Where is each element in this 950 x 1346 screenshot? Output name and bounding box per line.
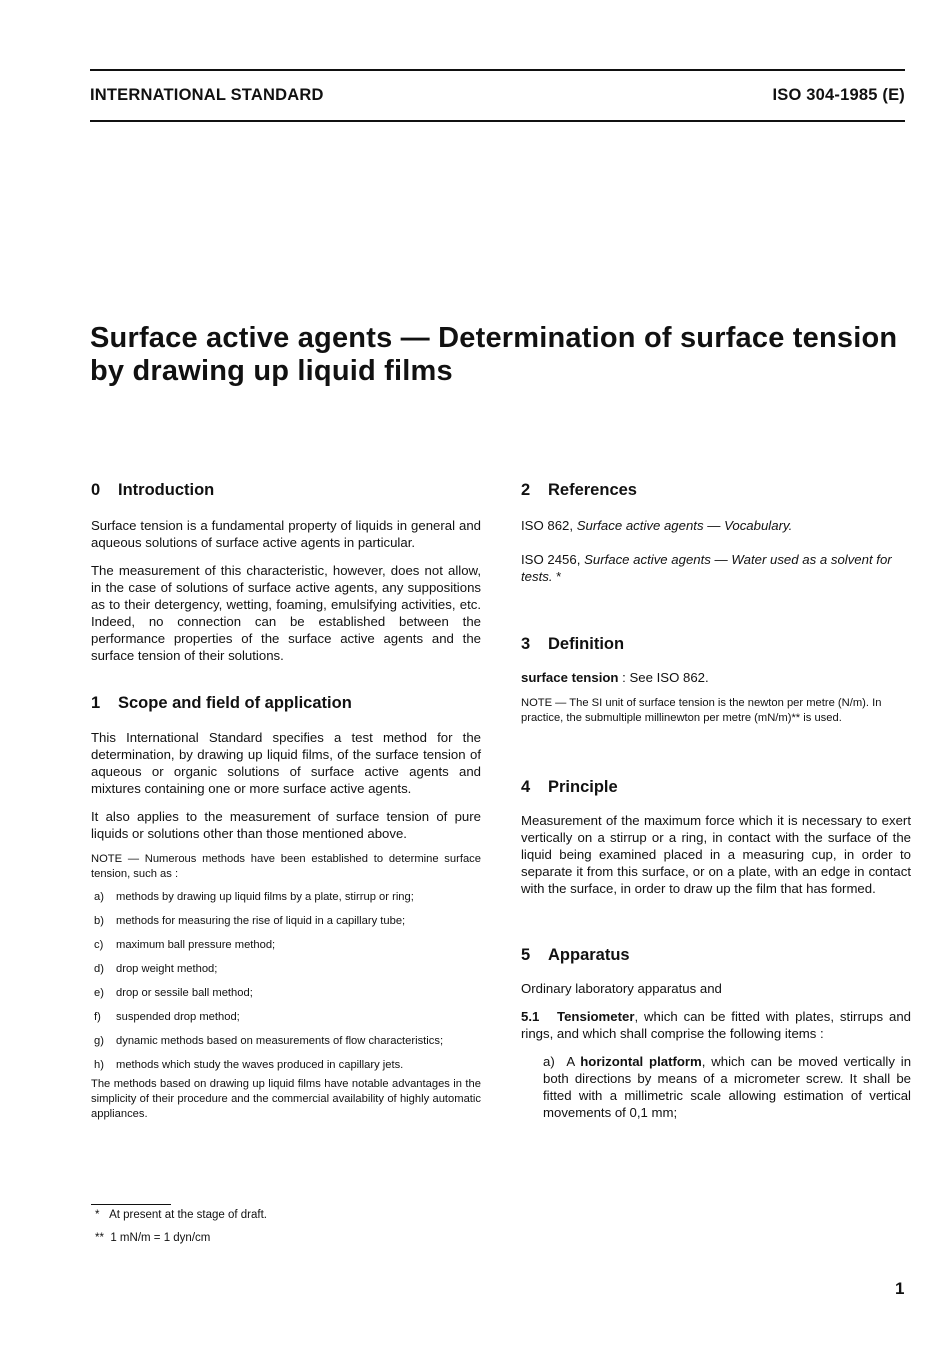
list-item: c) maximum ball pressure method;: [94, 939, 276, 951]
footnote-rule: [91, 1204, 171, 1205]
list-item: f) suspended drop method;: [94, 1011, 240, 1023]
footnote-2: ** 1 mN/m = 1 dyn/cm: [95, 1232, 211, 1244]
top-rule: [90, 69, 905, 71]
document-title: Surface active agents — Determination of surface tension by drawing up liquid films: [90, 322, 898, 387]
tensiometer-text: 5.1 Tensiometer, which can be fitted with plates, stirrups and rings, and which shall comprise the following items :: [521, 1009, 911, 1041]
header-rule: [90, 120, 905, 122]
footnote-1: * At present at the stage of draft.: [95, 1209, 267, 1221]
definition-text: surface tension : See ISO 862.: [521, 670, 709, 685]
principle-heading: 4 Principle: [521, 778, 618, 796]
scope-heading: 1 Scope and field of application: [91, 694, 352, 712]
reference-2: ISO 2456, Surface active agents — Water used as a solvent for tests. *: [521, 552, 892, 584]
apparatus-intro: Ordinary laboratory apparatus and: [521, 981, 722, 996]
definition-heading: 3 Definition: [521, 635, 625, 653]
intro-heading: 0 Introduction: [91, 481, 215, 499]
page-number: 1: [895, 1279, 905, 1298]
scope-p2: It also applies to the measurement of surface tension of pure liquids or solutions other than those mentioned above.: [91, 809, 481, 841]
scope-note: NOTE — Numerous methods have been established to determine surface tension, such as :: [91, 853, 481, 880]
apparatus-heading: 5 Apparatus: [521, 946, 630, 964]
apparatus-item-a: a) A horizontal platform, which can be moved vertically in both directions by means of a micrometer screw. It shall be fitted with a millimetric scale allowing estimation of vertical movements of 0,1 mm;: [543, 1054, 912, 1120]
reference-1: ISO 862, Surface active agents — Vocabulary.: [521, 518, 793, 533]
right-column: [521, 480, 911, 1121]
list-item: h) methods which study the waves produced in capillary jets.: [94, 1059, 404, 1071]
references-heading: 2 References: [521, 481, 637, 499]
intro-p2: The measurement of this characteristic, however, does not allow, in the case of solutions of surface active agents, any suppositions as to their detergency, wetting, foaming, emulsifying activities, etc. Indeed, no connection can be established between the performance properties of the surface active agents and the surface tension of their solutions.: [91, 563, 481, 663]
list-item: e) drop or sessile ball method;: [94, 987, 253, 999]
list-item: d) drop weight method;: [94, 963, 218, 975]
scope-p1: This International Standard specifies a test method for the determination, by drawing up liquid films, of the surface tension of aqueous or organic solutions of surface active agents and mixtures containing one or more surface active agents.: [91, 730, 481, 796]
methods-list: [91, 890, 481, 1073]
intro-p1: Surface tension is a fundamental property of liquids in general and aqueous solutions of surface active agents in particular.: [91, 518, 481, 550]
header-left: INTERNATIONAL STANDARD: [90, 86, 324, 104]
list-item: g) dynamic methods based on measurements of flow characteristics;: [94, 1035, 444, 1047]
left-column: [91, 480, 481, 1122]
definition-note: NOTE — The SI unit of surface tension is the newton per metre (N/m). In practice, the submultiple millinewton per metre (mN/m)** is used.: [521, 697, 882, 724]
scope-note-end: The methods based on drawing up liquid films have notable advantages in the simplicity of their procedure and the commercial availability of highly automatic appliances.: [91, 1078, 481, 1120]
header-right: ISO 304-1985 (E): [772, 86, 905, 104]
list-item: a) methods by drawing up liquid films by a plate, stirrup or ring;: [94, 891, 414, 903]
principle-text: Measurement of the maximum force which it is necessary to exert vertically on a stirrup or a ring, in contact with the surface of the liquid being examined placed in a measuring cup, in order to separate it from this surface, or on a plate, with an edge in contact with the surface, in order to draw up the film that has formed.: [521, 813, 911, 896]
list-item: b) methods for measuring the rise of liquid in a capillary tube;: [94, 915, 406, 927]
